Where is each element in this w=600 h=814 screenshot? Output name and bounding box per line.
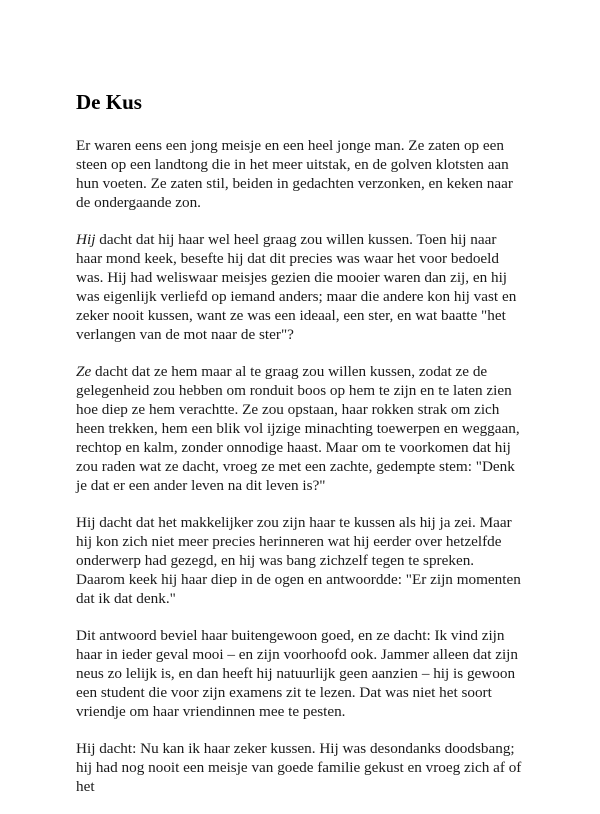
paragraph-1 [76, 136, 524, 212]
paragraph-3 [76, 362, 524, 495]
paragraph-3-text: dacht dat ze hem maar al te graag zou willen kussen, zodat ze de gelegenheid zou hebben om ronduit boos op hem te zijn en te laten zien hoe diep ze hem verachtte. Ze zou opstaan, haar rokken strak om zich heen trekken, hem een blik vol ijzige minachting toewerpen en weggaan, rechtop en kalm, zonder onnodige haast. Maar om te voorkomen dat hij zou raden wat ze dacht, vroeg ze met een zachte, gedempte stem: "Denk je dat er een ander leven na dit leven is?" [76, 363, 520, 494]
paragraph-3-lead: Ze [76, 363, 92, 380]
paragraph-2-text: dacht dat hij haar wel heel graag zou willen kussen. Toen hij naar haar mond keek, besefte hij dat dit precies was waar het voor bedoeld was. Hij had weliswaar meisjes gezien die mooier waren dan zij, en hij was eigenlijk verliefd op iemand anders; maar die andere kon hij vast en zeker nooit kussen, want ze was een ideaal, een ster, en wat baatte "het verlangen van de mot naar de ster"? [76, 231, 517, 343]
paragraph-4 [76, 513, 524, 608]
paragraph-2-lead: Hij [76, 231, 96, 248]
paragraph-5-text: Dit antwoord beviel haar buitengewoon goed, en ze dacht: Ik vind zijn haar in ieder geval mooi – en zijn voorhoofd ook. Jammer alleen dat zijn neus zo lelijk is, en dan heeft hij natuurlijk geen aanzien – hij is gewoon een student die voor zijn examens zit te lezen. Dat was niet het soort vriendje om haar vriendinnen mee te pesten. [76, 627, 518, 720]
paragraph-2 [76, 230, 524, 344]
paragraph-6 [76, 739, 524, 796]
paragraph-6-text: Hij dacht: Nu kan ik haar zeker kussen. Hij was desondanks doodsbang; hij had nog nooit een meisje van goede familie gekust en vroeg zich af of het [76, 740, 522, 795]
paragraph-5 [76, 626, 524, 721]
paragraph-1-text: Er waren eens een jong meisje en een heel jonge man. Ze zaten op een steen op een landtong die in het meer uitstak, en de golven klotsten aan hun voeten. Ze zaten stil, beiden in gedachten verzonken, en keken naar de ondergaande zon. [76, 137, 513, 211]
document-title: De Kus [76, 90, 142, 114]
document-page [76, 90, 524, 814]
paragraph-4-text: Hij dacht dat het makkelijker zou zijn haar te kussen als hij ja zei. Maar hij kon zich niet meer precies herinneren wat hij eerder over hetzelfde onderwerp had gezegd, en hij was bang zichzelf tegen te spreken. Daarom keek hij haar diep in de ogen en antwoordde: "Er zijn momenten dat ik dat denk." [76, 514, 521, 607]
